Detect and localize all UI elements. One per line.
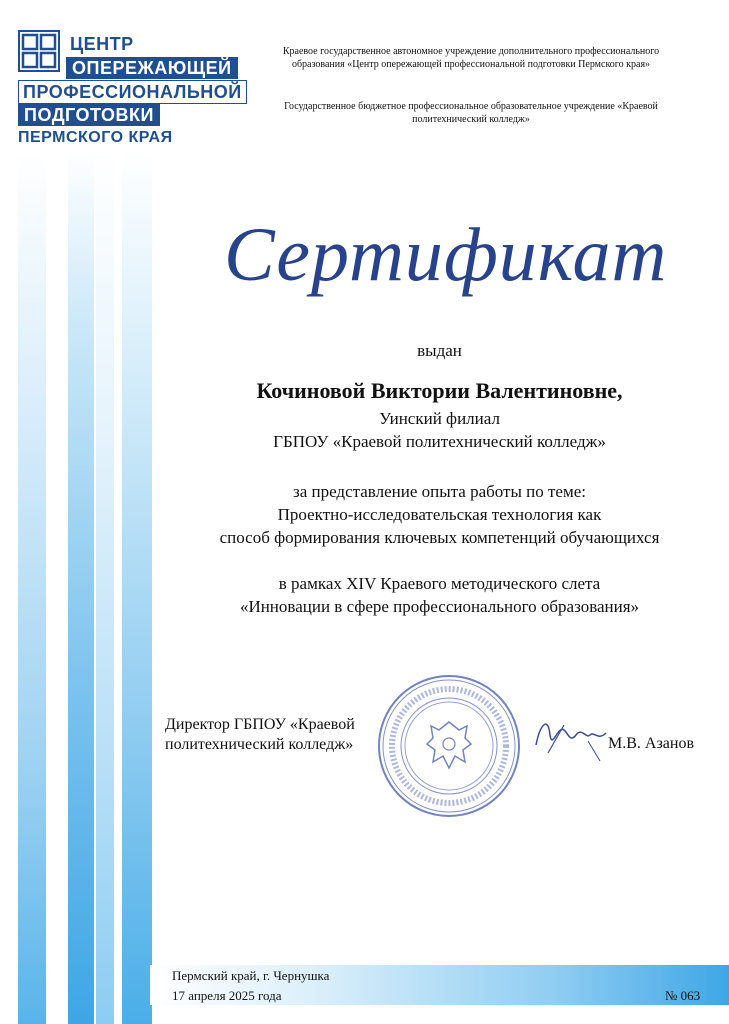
- logo-text-line: ПРОФЕССИОНАЛЬНОЙ: [18, 80, 247, 104]
- logo-text-line: ЦЕНТР: [70, 34, 134, 54]
- topic-line: Проектно-исследовательская технология как: [277, 505, 602, 524]
- recipient-branch: Уинский филиал: [379, 409, 500, 428]
- topic-line: способ формирования ключевых компетенций обучающихся: [219, 528, 660, 547]
- copp-logo-icon: [18, 30, 60, 72]
- signer-role-line: политехнический колледж»: [165, 736, 354, 753]
- event-line: в рамках XIV Краевого методического слета: [278, 574, 601, 593]
- signer-role: [165, 715, 355, 755]
- logo-text-line: ПОДГОТОВКИ: [18, 104, 160, 126]
- issued-label: выдан: [417, 341, 462, 360]
- decorative-stripe: [96, 150, 114, 1024]
- issue-place: Пермский край, г. Чернушка: [172, 968, 330, 983]
- topic-intro: за представление опыта работы по теме:: [292, 482, 586, 501]
- decorative-stripe: [68, 150, 94, 1024]
- signer-role-line: Директор ГБПОУ «Краевой: [165, 716, 355, 733]
- decorative-stripe: [122, 150, 152, 1024]
- official-seal-icon: [375, 672, 523, 820]
- decorative-stripe: [18, 150, 46, 1024]
- event-line: «Инновации в сфере профессионального образования»: [239, 597, 640, 616]
- logo-text-line: ПЕРМСКОГО КРАЯ: [18, 129, 173, 146]
- recipient-name: Кочиновой Виктории Валентиновне,: [256, 378, 623, 403]
- certificate-title-text: Сертификат: [224, 213, 668, 297]
- issue-date: 17 апреля 2025 года: [172, 988, 282, 1003]
- certificate-number: № 063: [665, 988, 701, 1003]
- signer-name: М.В. Азанов: [608, 735, 694, 752]
- logo-text-line: ОПЕРЕЖАЮЩЕЙ: [66, 57, 238, 79]
- partner-organization: Государственное бюджетное профессиональное образовательное учреждение «Краевой политехнический колледж»: [284, 101, 658, 125]
- handwritten-signature-icon: [528, 705, 618, 765]
- issuer-organization: Краевое государственное автономное учреждение дополнительного профессионального образования «Центр опережающей профессиональной подготовки Пермского края»: [282, 46, 660, 70]
- recipient-college: ГБПОУ «Краевой политехнический колледж»: [273, 432, 606, 451]
